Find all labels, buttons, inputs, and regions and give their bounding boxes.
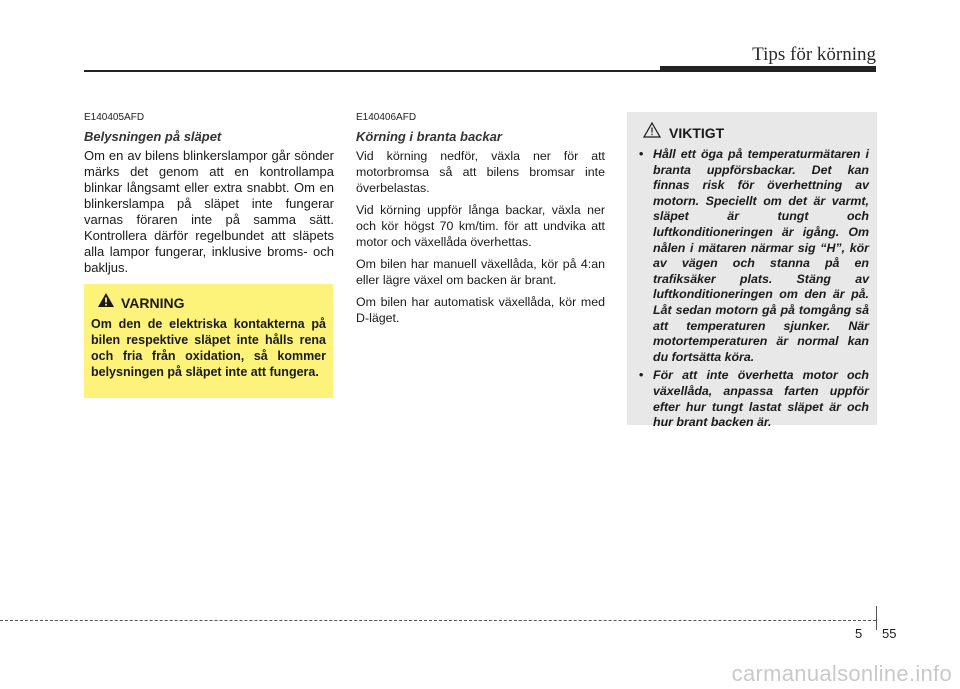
- page-header-title: Tips för körning: [752, 44, 876, 65]
- middle-column: [356, 112, 605, 332]
- page-number: 55: [882, 626, 897, 641]
- warning-header: [97, 292, 326, 313]
- section-heading: Körning i branta backar: [356, 129, 502, 144]
- important-title: VIKTIGT: [669, 124, 725, 141]
- header-bar: [660, 66, 876, 72]
- important-box: [627, 112, 877, 430]
- footer-separator: [876, 606, 877, 630]
- body-paragraph: Om bilen har manuell växellåda, kör på 4:an eller lägre växel om backen är brant.: [356, 257, 605, 287]
- caution-triangle-icon: [643, 122, 661, 143]
- body-paragraph: Om bilen har automatisk växellåda, kör med D-läget.: [356, 295, 605, 325]
- important-header: [643, 122, 869, 143]
- body-paragraph: Vid körning nedför, växla ner för att motorbromsa så att bilens bromsar inte överbelastas.: [356, 149, 605, 195]
- header-rule: [84, 70, 660, 72]
- chapter-number: 5: [855, 626, 863, 641]
- section-code: E140406AFD: [356, 112, 417, 123]
- section-code: E140405AFD: [84, 112, 145, 123]
- warning-title: VARNING: [121, 294, 185, 311]
- warning-text: Om den de elektriska kontakterna på bilen respektive släpet inte hålls rena och fria från oxidation, så kommer belysningen på släpet inte att fungera.: [91, 317, 326, 379]
- list-item: • Håll ett öga på temperaturmätaren i branta uppförsbackar. Det kan finnas risk för överhettning av motorn. Speciellt om det är varmt, släpet är tungt och luftkonditioneringen är igång. Om nålen i mätaren närmar sig “H”, kör av vägen och stanna på en trafiksäker plats. Stäng av luftkonditioneringen om den är på. Låt sedan motorn gå på tomgång så att temperaturen sjunker. När motortemperaturen är normal kan du fortsätta köra.: [635, 147, 869, 365]
- list-item: • För att inte överhetta motor och växellåda, anpassa farten uppför efter hur tungt lastat släpet är och hur brant backen är.: [635, 368, 869, 430]
- warning-box: [84, 284, 333, 398]
- watermark: carmanualsonline.info: [731, 661, 952, 686]
- section-heading: Belysningen på släpet: [84, 129, 222, 144]
- warning-triangle-icon: [97, 292, 115, 313]
- body-paragraph: Om en av bilens blinkerslampor går sönder märks det genom att en kontrollampa blinkar långsamt eller extra snabbt. Om en blinkerslampa på släpet inte fungerar varnas föraren inte på samma sätt. Kontrollera därför regelbundet att släpets alla lampor fungerar, inklusive broms- och bakljus.: [84, 148, 334, 275]
- important-list: [635, 147, 869, 431]
- left-column: [84, 112, 334, 282]
- body-paragraph: Vid körning uppför långa backar, växla ner och kör högst 70 km/tim. för att undvika att motor och växellåda överhettas.: [356, 203, 605, 249]
- footer-rule: [0, 620, 876, 621]
